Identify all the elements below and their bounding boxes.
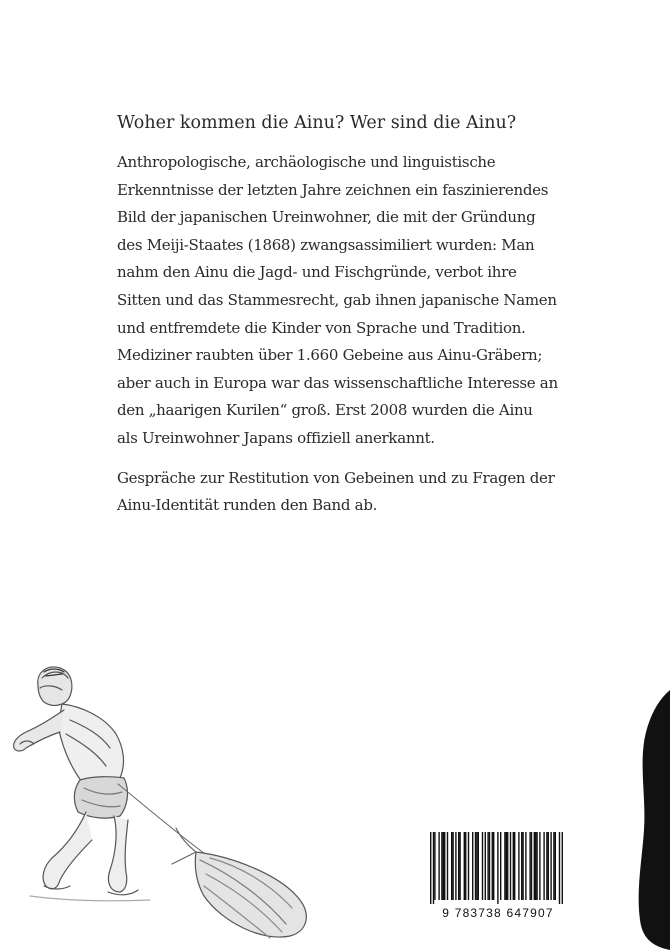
text-line: Anthropologische, archäologische und linguistische [117, 153, 496, 171]
text-line: Ainu-Identität runden den Band ab. [117, 496, 378, 515]
rope [118, 784, 208, 856]
barcode-bar [525, 832, 526, 900]
barcode-bar [476, 832, 477, 900]
barcode-bar [510, 832, 511, 900]
barcode-bar [506, 832, 507, 900]
barcode-bar [475, 832, 476, 900]
barcode-bar [451, 832, 452, 900]
barcode-bar [548, 832, 549, 900]
barcode-bar [485, 832, 486, 900]
boy-shorts [74, 777, 127, 818]
barcode-bar [493, 832, 494, 900]
barcode-bar [468, 832, 469, 900]
barcode-bar [455, 832, 456, 900]
barcode-bar [444, 832, 445, 900]
barcode-bar [443, 832, 444, 900]
barcode-bar [562, 832, 563, 904]
text-line: Erkenntnisse der letzten Jahre zeichnen ein faszinierendes [117, 180, 549, 199]
barcode-bar [464, 832, 465, 900]
barcode-bar [507, 832, 508, 900]
barcode-bar [513, 832, 514, 900]
barcode-bar [500, 832, 501, 900]
text-line: den „haarigen Kurilen“ groß. Erst 2008 wurden die Ainu [117, 401, 533, 420]
barcode-bar [518, 832, 519, 900]
blurb-paragraph-2 [117, 465, 562, 520]
barcode-bar [458, 832, 459, 900]
barcode-bar [459, 832, 460, 900]
barcode-bar [433, 832, 434, 904]
sketch-illustration [0, 660, 400, 950]
text-line: Bild der japanischen Ureinwohner, die mit der Gründung [117, 208, 536, 227]
text-line: Sitten und das Stammesrecht, gab ihnen japanische Namen [117, 290, 557, 309]
boy-torso [58, 704, 123, 782]
barcode-bar [535, 832, 536, 900]
barcode-bar [465, 832, 466, 900]
barcode-bar [489, 832, 490, 900]
barcode-bar [452, 832, 453, 900]
blurb [117, 110, 562, 532]
barcode-bar [531, 832, 532, 900]
barcode-bar [472, 832, 473, 900]
text-line: aber auch in Europa war das wissenschaftliche Interesse an [117, 373, 558, 392]
blurb-heading: Woher kommen die Ainu? Wer sind die Ainu? [117, 113, 517, 133]
edge-shadow-shape [630, 690, 670, 950]
isbn-number: 9 783738 647907 [442, 906, 554, 920]
barcode-bar [555, 832, 556, 900]
text-line: nahm den Ainu die Jagd- und Fischgründe, verbot ihre [117, 263, 517, 282]
barcode-bar [536, 832, 537, 900]
fish [195, 852, 306, 937]
barcode-bar [482, 832, 483, 900]
barcode-bar [559, 832, 560, 904]
barcode-bar [534, 832, 535, 900]
barcode-bar [478, 832, 479, 900]
barcode-bar [447, 832, 448, 900]
barcode-bar [514, 832, 515, 900]
text-line: und entfremdete die Kinder von Sprache und Tradition. [117, 318, 526, 337]
barcode-bar [434, 832, 435, 900]
text-line: Gespräche zur Restitution von Gebeinen und zu Fragen der [117, 468, 555, 487]
barcode-bar [550, 832, 551, 900]
barcode-bar [438, 832, 439, 900]
barcode-bar [522, 832, 523, 900]
text-line: als Ureinwohner Japans offiziell anerkannt. [117, 428, 435, 447]
text-line: des Meiji-Staates (1868) zwangsassimiliert wurden: Man [117, 235, 535, 254]
text-line: Mediziner raubten über 1.660 Gebeine aus Ainu-Gräbern; [117, 346, 543, 365]
barcode [424, 830, 572, 934]
boy-arm [14, 710, 64, 751]
barcode-bar [487, 832, 488, 900]
boy-leg-front [43, 812, 92, 889]
barcode-icon [424, 830, 572, 904]
barcode-bar [546, 832, 547, 900]
barcode-bar [504, 832, 505, 900]
barcode-bar [497, 832, 498, 904]
barcode-bar [492, 832, 493, 900]
barcode-bar [553, 832, 554, 900]
barcode-bar [430, 832, 431, 904]
boy-leg-back [108, 816, 128, 892]
barcode-bar [539, 832, 540, 900]
barcode-bar [441, 832, 442, 900]
blurb-paragraph-1 [117, 149, 562, 453]
barcode-bar [529, 832, 530, 900]
barcode-bar [543, 832, 544, 900]
barcode-bar [521, 832, 522, 900]
